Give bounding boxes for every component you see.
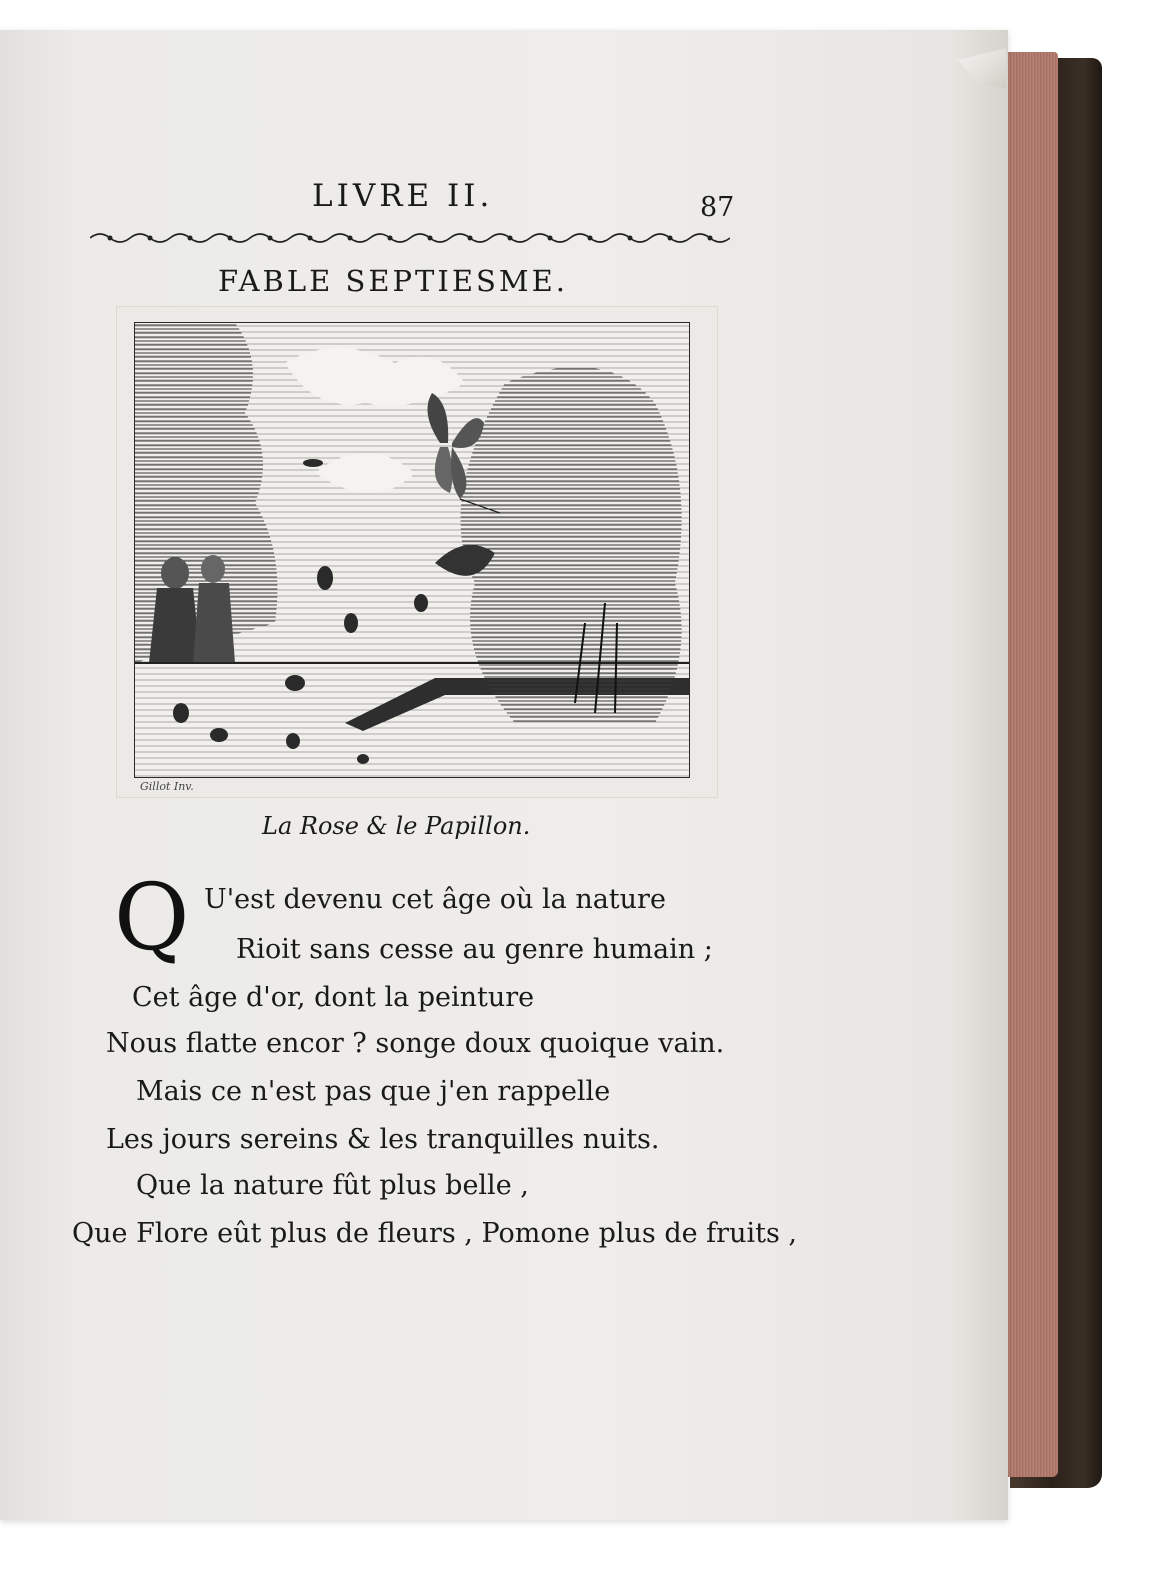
engraving [134,322,690,778]
fable-title: FABLE SEPTIESME. [218,264,568,298]
running-head: LIVRE II. [312,178,494,214]
drop-cap: Q [114,864,190,971]
verse-line: Rioit sans cesse au genre humain ; [236,934,713,965]
engraver-signature: Gillot Inv. [140,780,194,793]
verse-line: Mais ce n'est pas que j'en rappelle [136,1076,611,1107]
verse-line: Les jours sereins & les tranquilles nuits. [106,1124,660,1155]
verse-line: Cet âge d'or, dont la peinture [132,982,535,1013]
verse-line: Que la nature fût plus belle , [136,1170,529,1201]
verse-line: Nous flatte encor ? songe doux quoique vain. [106,1028,725,1059]
plate-caption: La Rose & le Papillon. [262,812,531,840]
verse-line: U'est devenu cet âge où la nature [204,884,666,915]
verse-line: Que Flore eût plus de fleurs , Pomone plus de fruits , [72,1218,797,1249]
ornament-band [90,226,730,250]
page-number: 87 [700,192,735,223]
